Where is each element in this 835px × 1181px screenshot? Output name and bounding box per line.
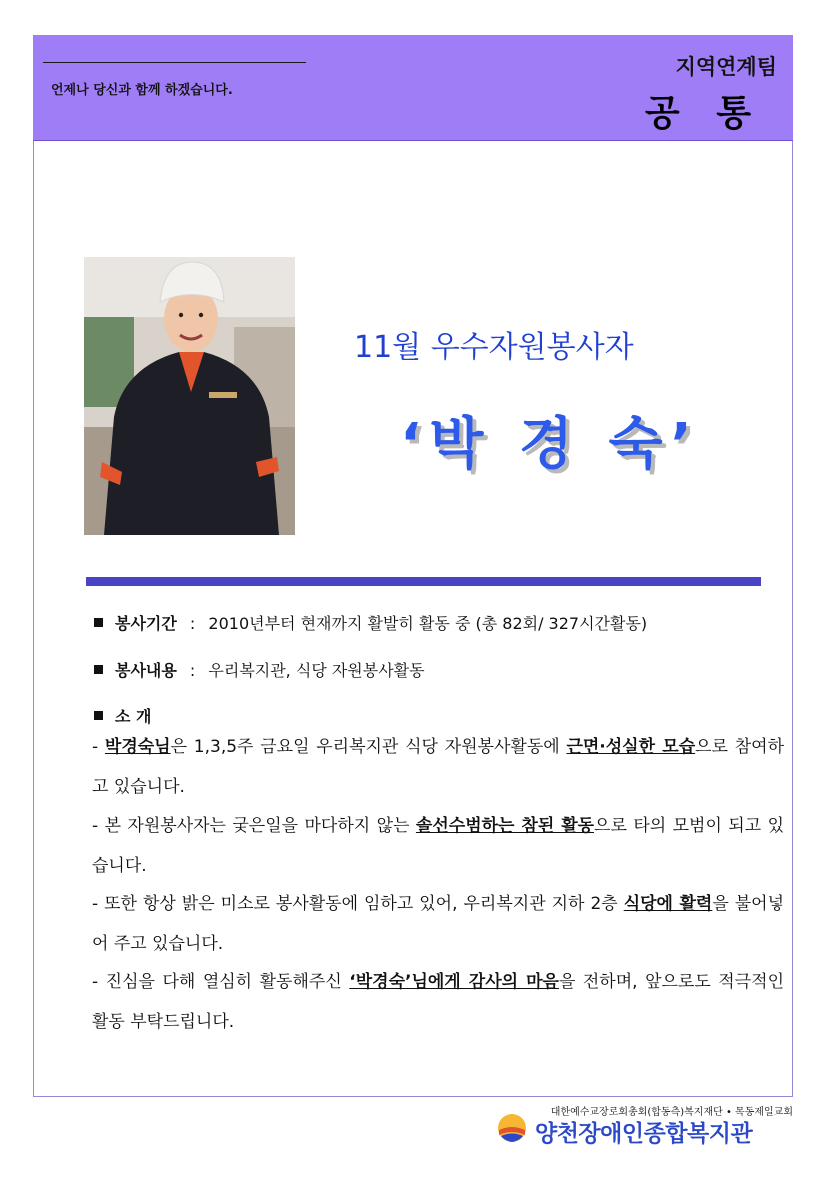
intro-row [94, 704, 151, 727]
period-separator: : [189, 614, 196, 633]
welfare-center-logo-icon [497, 1113, 527, 1143]
text: 으로 타의 모범이 되고 있습니다. [92, 816, 785, 876]
content-separator: : [189, 661, 196, 680]
header-rule [43, 62, 306, 63]
footer-organization: 대한예수교장로회총회(합동측)복지재단 • 목동제일교회 [550, 1107, 793, 1118]
square-bullet-icon [94, 665, 103, 674]
content-label: 봉사내용 [115, 661, 177, 680]
volunteer-name: ‘박 경 숙’ [400, 412, 700, 477]
square-bullet-icon [94, 711, 103, 720]
text: - 본 자원봉사자는 궂은일을 마다하지 않는 [92, 816, 416, 836]
team-name: 지역연계팀 [675, 55, 777, 79]
section-divider [86, 577, 761, 586]
footer-center-name: 양천장애인종합복지관 [535, 1121, 753, 1147]
header-slogan: 언제나 당신과 함께 하겠습니다. [51, 83, 233, 98]
text: - 진심을 다해 열심히 활동해주신 [92, 972, 350, 992]
text: 으로 참여하고 있습니다. [92, 737, 784, 797]
text: - 또한 항상 밝은 미소로 봉사활동에 임하고 있어, 우리복지관 지하 2층 [92, 894, 624, 914]
emphasis-text: 근면·성실한 모습 [566, 737, 696, 757]
intro-paragraph-4 [92, 962, 784, 1042]
content-row [94, 658, 425, 681]
emphasis-text: ‘박경숙’님에게 감사의 마음 [349, 972, 559, 992]
intro-label: 소 개 [115, 707, 152, 726]
period-value: 2010년부터 현재까지 활발히 활동 중 (총 82회/ 327시간활동) [208, 614, 648, 633]
emphasis-text: 솔선수범하는 참된 활동 [415, 816, 595, 836]
team-member-name: 공 통 [644, 93, 763, 134]
text: 을 불어넣어 주고 있습니다. [92, 894, 784, 954]
award-title: 11월 우수자원봉사자 [354, 330, 634, 365]
period-row [94, 611, 647, 634]
intro-paragraph-2 [92, 806, 784, 886]
emphasis-text: 식당에 활력 [623, 894, 713, 914]
content-value: 우리복지관, 식당 자원봉사활동 [208, 661, 425, 680]
square-bullet-icon [94, 618, 103, 627]
text: 은 1,3,5주 금요일 우리복지관 식당 자원봉사활동에 [170, 737, 567, 757]
emphasis-text: 박경숙님 [104, 737, 171, 757]
text: 을 전하며, 앞으로도 적극적인 활동 부탁드립니다. [92, 972, 784, 1032]
intro-paragraph-3 [92, 884, 784, 964]
volunteer-photo-illustration [84, 257, 295, 535]
volunteer-photo [84, 257, 295, 535]
header-band [33, 35, 793, 141]
intro-paragraph-1 [92, 727, 784, 807]
period-label: 봉사기간 [115, 614, 177, 633]
text: - [92, 737, 105, 757]
